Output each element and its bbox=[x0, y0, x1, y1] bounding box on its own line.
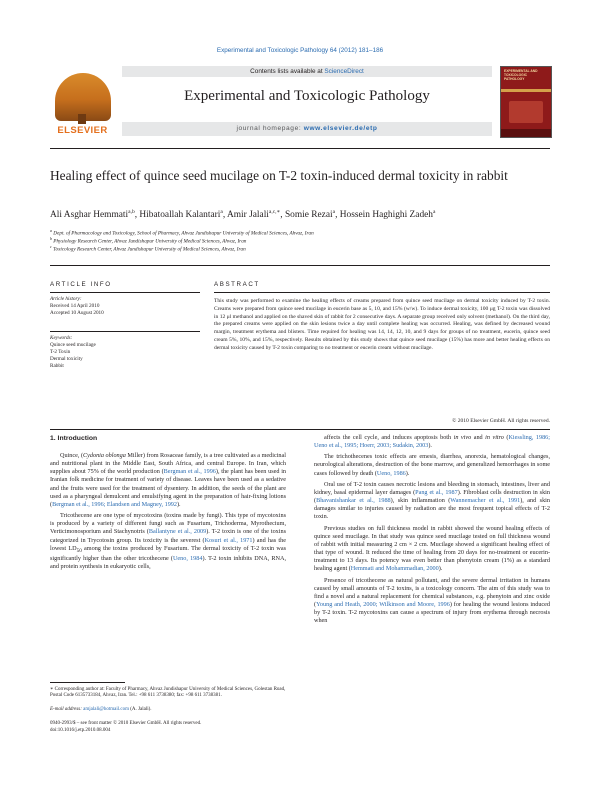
journal-reference[interactable]: Experimental and Toxicologic Pathology 64 (2012) 181–186 bbox=[216, 47, 384, 54]
author-affiliation-mark: a bbox=[332, 209, 336, 215]
cover-image bbox=[509, 101, 543, 123]
homepage-prefix: journal homepage: bbox=[236, 125, 304, 132]
text-run: ). bbox=[428, 442, 432, 450]
abstract-bottom-rule bbox=[50, 429, 550, 430]
affiliation-a: $^a$ Dept. of Pharmacology and Toxicology, School of Pharmacy, Ahvaz Jundishapur University of Medical Sciences, Ahvaz, Iran bbox=[50, 228, 314, 237]
author-list: Ali Asghar Hemmati$^{a,b}$, Hibatoallah Kalantari$^a$, Amir Jalali$^{a,c,∗}$, Somie Rezai$^a$, Hossein Haghighi Zadeh$^a$ bbox=[50, 209, 436, 221]
title-rule bbox=[50, 265, 550, 266]
text-run: Presence of tricothecene as natural pollutant, and the severe dermal irritation in humans caused by small amounts of T-2 toxins, is a toxicology concern. The aim of this study was to find a novel and a natural replacement for chemical substances, e.g. phenytoin and zinc oxide ( bbox=[314, 576, 550, 608]
citation-link[interactable]: Wannemacher et al., 1991 bbox=[450, 497, 521, 505]
homepage-strip bbox=[122, 122, 492, 136]
body-paragraph bbox=[50, 512, 286, 571]
text-run: ). bbox=[405, 469, 410, 477]
text-run: Tricothecene are one type of mycotoxins (toxins made by fungi). This type of mycotoxins is produced by a variety of different fungi such as Fusarium, Trichoderma, Myrothecium, Verticimonosporium and Stachynotris ( bbox=[50, 512, 286, 536]
abstract-text: This study was performed to examine the healing effects of creams prepared from quince seed mucilage on dermal toxicity induced by T-2 toxin. Creams were prepared from quince seed mucilage in eucerin base as 5, 10, and 15% (w/w). To induce dermal toxicity, 100 μg T-2 toxin was dissolved in 12 μl methanol and applied on the shaved skin of rabbit for 2 consecutive days. A separate group received only solvent (methanol). On the third day, the prepared creams were applied on the skin lesions twice a day until complete healing was occurred. Healing, was defined by decreased wound margin, treatment erythema and blisters. Time required for healing was 14, 14, 12, 10, and 9 days for groups of no treatment, eucerin, quince seed cream 5%, 10%, and 15%, respectively. Results obtained by this study shows that quince seed mucilage (15%) has more and better healing effects on dermal toxicity caused by T-2 toxin comparing to no treatment or eucerin cream without mucilage. bbox=[214, 298, 550, 351]
citation-link[interactable]: Hemmati and Mohammadian, 2000 bbox=[350, 565, 439, 573]
text-run: ). bbox=[438, 565, 443, 573]
text-run: The trichothecenes toxic effects are emesis, diarrhea, anorexia, hematological changes, neurological alterations, destruction of the bone marrow, and generalized hemorrhages in some cases followed by death ( bbox=[314, 453, 550, 477]
text-run: ). Fibroblast cells destruction in skin ( bbox=[314, 488, 550, 505]
issn-line: 0940-2993/$ – see front matter © 2010 Elsevier GmbH. All rights reserved. bbox=[50, 721, 202, 726]
author-name: Ali Asghar Hemmati bbox=[50, 210, 129, 221]
text-run: Miller) from Rosaceae family, is a tree cultivated as a medicinal and nutritional plant in the Middle East, South Africa, and central Europe. In Iran, which supplies about 75% of the world production ( bbox=[50, 452, 286, 476]
author-name: Hossein Haghighi Zadeh bbox=[339, 210, 433, 221]
citation-link[interactable]: Ueno, 1986 bbox=[376, 469, 406, 477]
body-paragraph bbox=[314, 577, 550, 626]
keyword-item: T-2 Toxin bbox=[50, 349, 71, 355]
info-rule bbox=[50, 292, 200, 293]
keywords-rule bbox=[50, 331, 200, 332]
journal-title: Experimental and Toxicologic Pathology bbox=[184, 88, 430, 104]
email-note: E-mail address: amjalali@hotmail.com (A. Jalali). bbox=[50, 707, 152, 712]
article-info-heading: ARTICLE INFO bbox=[50, 281, 112, 288]
footnote-rule bbox=[50, 682, 125, 683]
citation-link[interactable]: Ballantyne et al., 2009 bbox=[148, 528, 207, 536]
history-label: Article history: bbox=[50, 296, 82, 302]
author-affiliation-mark: a,c,∗ bbox=[268, 209, 281, 215]
cover-band bbox=[501, 89, 551, 92]
abstract-copyright: © 2010 Elsevier GmbH. All rights reserved. bbox=[452, 418, 550, 424]
header-rule bbox=[50, 148, 550, 149]
abstract-heading: ABSTRACT bbox=[214, 281, 260, 288]
keywords-label: Keywords: bbox=[50, 335, 73, 341]
italic-term: in vitro bbox=[485, 434, 504, 441]
italic-term: in vivo bbox=[453, 434, 472, 441]
text-run: ). T-2 toxin inhibits DNA, RNA, and protein synthesis in eukaryotic cells, bbox=[50, 555, 286, 571]
author-affiliation-mark: a bbox=[220, 209, 223, 215]
author-affiliation-mark: a,b bbox=[128, 209, 135, 215]
author-name: Somie Rezai bbox=[284, 210, 333, 221]
introduction-heading: 1. Introduction bbox=[50, 435, 98, 442]
article-title: Healing effect of quince seed mucilage on T-2 toxin-induced dermal toxicity in rabbit bbox=[50, 168, 508, 183]
author-name: Hibatoallah Kalantari bbox=[139, 210, 221, 221]
text-run: Oral use of T-2 toxin causes necrotic lesions and bleeding in stomach, intestines, liver and kidney, basal epidermal layer damages ( bbox=[314, 480, 550, 496]
body-paragraph bbox=[314, 453, 550, 477]
body-paragraph bbox=[314, 434, 550, 450]
publisher-logo-text: ELSEVIER bbox=[57, 125, 108, 136]
citation-link[interactable]: Kiessling, 1986; Ueno et al., 1995; Hoerr, 2003; Sudakin, 2003 bbox=[314, 434, 550, 450]
text-run: Previous studies on full thickness model in rabbit showed the wound healing effects of quince seed mucilage. In that study was quince seed mucilage tested on full thickness wound of rabbit with initial measuring 2 cm × 2 cm. Mucilage showed a significant healing effect of that type of wound. It reduced the time of healing from 20 days for no-treatment or eucerin-treatment to 13 days. Its potency was even better than phenytoin cream (1%) as a standard healing agent ( bbox=[314, 524, 550, 573]
citation-link[interactable]: Bergman et al., 1996; Elandsen and Magney, 1992 bbox=[52, 500, 177, 508]
accepted-date: Accepted 10 August 2010 bbox=[50, 310, 104, 316]
contents-strip bbox=[122, 66, 492, 77]
body-paragraph bbox=[50, 452, 286, 509]
received-date: Received 14 April 2010 bbox=[50, 303, 100, 309]
text-run: ), the plant has been used in Iranian folk medicine for treatment of variety of disease. Leaves have been used as a sedative and the fruits were used for the treatment of dysentery. In addition, the seeds of the plant are used as a pharyngeal demulcent and emulsifying agent in the preparation of hair-fixing lotions ( bbox=[50, 468, 287, 508]
author-affiliation-mark: a bbox=[432, 209, 436, 215]
text-run: ), and skin damages similar to injuries caused by radiation are the most frequent topical effects of T-2 toxin. bbox=[314, 497, 550, 521]
affiliation-c: $^c$ Toxicology Research Center, Ahvaz Jundishapur University of Medical Sciences, Ahvaz, Iran bbox=[50, 244, 246, 253]
doi-line[interactable]: doi:10.1016/j.etp.2010.08.004 bbox=[50, 728, 111, 733]
text-run: ( bbox=[503, 434, 509, 441]
elsevier-logo bbox=[50, 70, 115, 136]
sciencedirect-link[interactable]: ScienceDirect bbox=[324, 68, 364, 75]
email-label: E-mail address: bbox=[50, 707, 84, 712]
affiliation-b: $^b$ Physiology Research Center, Ahvaz Jundishapur University of Medical Sciences, Ahvaz, Iran bbox=[50, 236, 247, 245]
text-run: among the toxins produced by Fusarium. The dermal toxicity of T-2 toxin was significantly higher than the other tricothecene ( bbox=[50, 544, 287, 563]
right-column bbox=[314, 434, 550, 625]
author-name: Amir Jalali bbox=[226, 210, 269, 221]
homepage-link[interactable]: www.elsevier.de/etp bbox=[303, 125, 378, 132]
corresponding-author-note: ∗ Corresponding author at: Faculty of Pharmacy, Ahvaz Jundishapur University of Medical Sciences, Golestan Road, Postal Code 6135733184, Ahvaz, Iran. Tel.: +98 611 3738380; fax: +98 611 3738381. bbox=[50, 687, 286, 699]
italic-term: Cydonia oblonga bbox=[83, 452, 126, 459]
body-paragraph bbox=[314, 481, 550, 522]
citation-link[interactable]: Young and Heath, 2000; Wilkinson and Moore, 1996 bbox=[316, 600, 450, 608]
keyword-item: Quince seed mucilage bbox=[50, 342, 96, 348]
citation-link[interactable]: Bergman et al., 1996 bbox=[163, 468, 216, 476]
text-run: affects the cell cycle, and induces apoptosis both bbox=[324, 434, 454, 441]
text-run: ). bbox=[177, 500, 181, 508]
left-column bbox=[50, 452, 286, 571]
keyword-item: Dermal toxicity bbox=[50, 356, 83, 362]
email-link[interactable]: amjalali@hotmail.com bbox=[83, 707, 129, 712]
citation-link[interactable]: Ueno, 1984 bbox=[172, 555, 203, 563]
journal-cover bbox=[500, 66, 552, 138]
citation-link[interactable]: Pang et al., 1987 bbox=[415, 488, 458, 496]
text-run: and bbox=[471, 434, 486, 441]
text-run: ) and has the lowest LD bbox=[50, 536, 286, 552]
cover-title: EXPERIMENTAL AND TOXICOLOGIC PATHOLOGY bbox=[504, 69, 538, 81]
text-run: Quince, ( bbox=[60, 452, 84, 459]
citation-link[interactable]: Kosuri et al., 1971 bbox=[204, 536, 253, 544]
text-run: ) for healing the wound lesions induced by T-2 toxin. T-2 mycotoxins can cause a spectrum of injury from erythema through necrosis when bbox=[314, 600, 550, 625]
citation-link[interactable]: Bhavanishankar et al., 1988 bbox=[316, 497, 391, 505]
subscript: 50 bbox=[76, 547, 82, 554]
body-paragraph bbox=[314, 525, 550, 574]
text-run: ). T-2 toxin is one of the toxins categorized in Trycotosin group. Its toxicity is the severest ( bbox=[50, 528, 287, 544]
text-run: ), skin inflammation ( bbox=[390, 497, 451, 505]
tree-trunk-icon bbox=[78, 114, 86, 124]
keyword-item: Rabbit bbox=[50, 363, 64, 369]
contents-prefix: Contents lists available at bbox=[250, 68, 325, 75]
cover-footer bbox=[501, 129, 551, 137]
abstract-rule bbox=[214, 292, 550, 293]
